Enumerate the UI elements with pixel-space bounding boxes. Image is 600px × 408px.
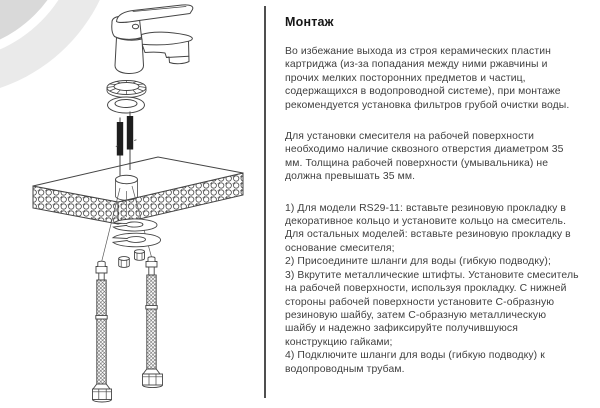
text-pane xyxy=(265,0,600,408)
text-line: конструкцию гайками; xyxy=(285,336,393,348)
text-line: содержащихся в водопроводной системе), при монтаже xyxy=(285,86,561,98)
text-line: картриджа (из-за попадания между ними ржавчины и xyxy=(285,59,548,71)
text-line: на рабочей поверхности, используя прокладку. С нижней xyxy=(285,283,567,295)
text-line: декоративное кольцо и установите кольцо на смеситель. xyxy=(285,216,567,228)
text-line: Для остальных моделей: вставьте резиновую прокладку в xyxy=(285,229,571,241)
text-line: Для установки смесителя на рабочей поверхности xyxy=(285,131,535,143)
text-line: прочих мелких посторонних предметов и частиц, xyxy=(285,72,526,84)
section-heading: Монтаж xyxy=(285,15,334,29)
text-line: 4) Подключите шланги для воды (гибкую подводку) к xyxy=(285,350,545,362)
text-line: рекомендуется установка фильтров грубой очистки воды. xyxy=(285,99,570,111)
text-line: 3) Вкрутите металлические штифты. Установите смеситель xyxy=(285,269,579,281)
text-line: Во избежание выхода из строя керамических пластин xyxy=(285,46,551,57)
intro-paragraph xyxy=(285,45,588,112)
text-line: необходимо наличие сквозного отверстия диаметром 35 xyxy=(285,144,564,156)
installation-steps xyxy=(285,202,588,376)
rubber-o-ring-icon xyxy=(108,97,145,113)
text-line: стороны рабочей поверхности установите С-образную xyxy=(285,296,555,308)
fastening-nuts-icon xyxy=(119,250,145,268)
text-line: должна превышать 35 мм. xyxy=(285,171,416,183)
countertop-icon xyxy=(33,157,243,224)
text-line: водопроводным трубам. xyxy=(285,363,405,375)
diagram-pane xyxy=(0,0,265,408)
text-line: шайбу и надежно зафиксируйте получившуюся xyxy=(285,323,518,335)
c-shaped-washers-icon xyxy=(113,219,161,247)
flexible-hose-right-icon xyxy=(143,257,163,388)
flexible-hose-left-icon xyxy=(93,261,112,402)
corner-swoosh-decoration xyxy=(0,0,117,97)
faucet-icon xyxy=(112,5,193,74)
decorative-ring-icon xyxy=(107,81,146,98)
surface-requirements-paragraph xyxy=(285,130,588,184)
text-line: 2) Присоедините шланги для воды (гибкую подводку); xyxy=(285,256,551,268)
text-line: мм. Толщина рабочей поверхности (умывальника) не xyxy=(285,157,549,169)
text-line: 1) Для модели RS29-11: вставьте резиновую прокладку в xyxy=(285,202,567,214)
text-line: основание смесителя; xyxy=(285,242,395,254)
text-line: резиновую шайбу, затем С-образную металлическую xyxy=(285,309,547,321)
installation-diagram xyxy=(0,0,265,408)
